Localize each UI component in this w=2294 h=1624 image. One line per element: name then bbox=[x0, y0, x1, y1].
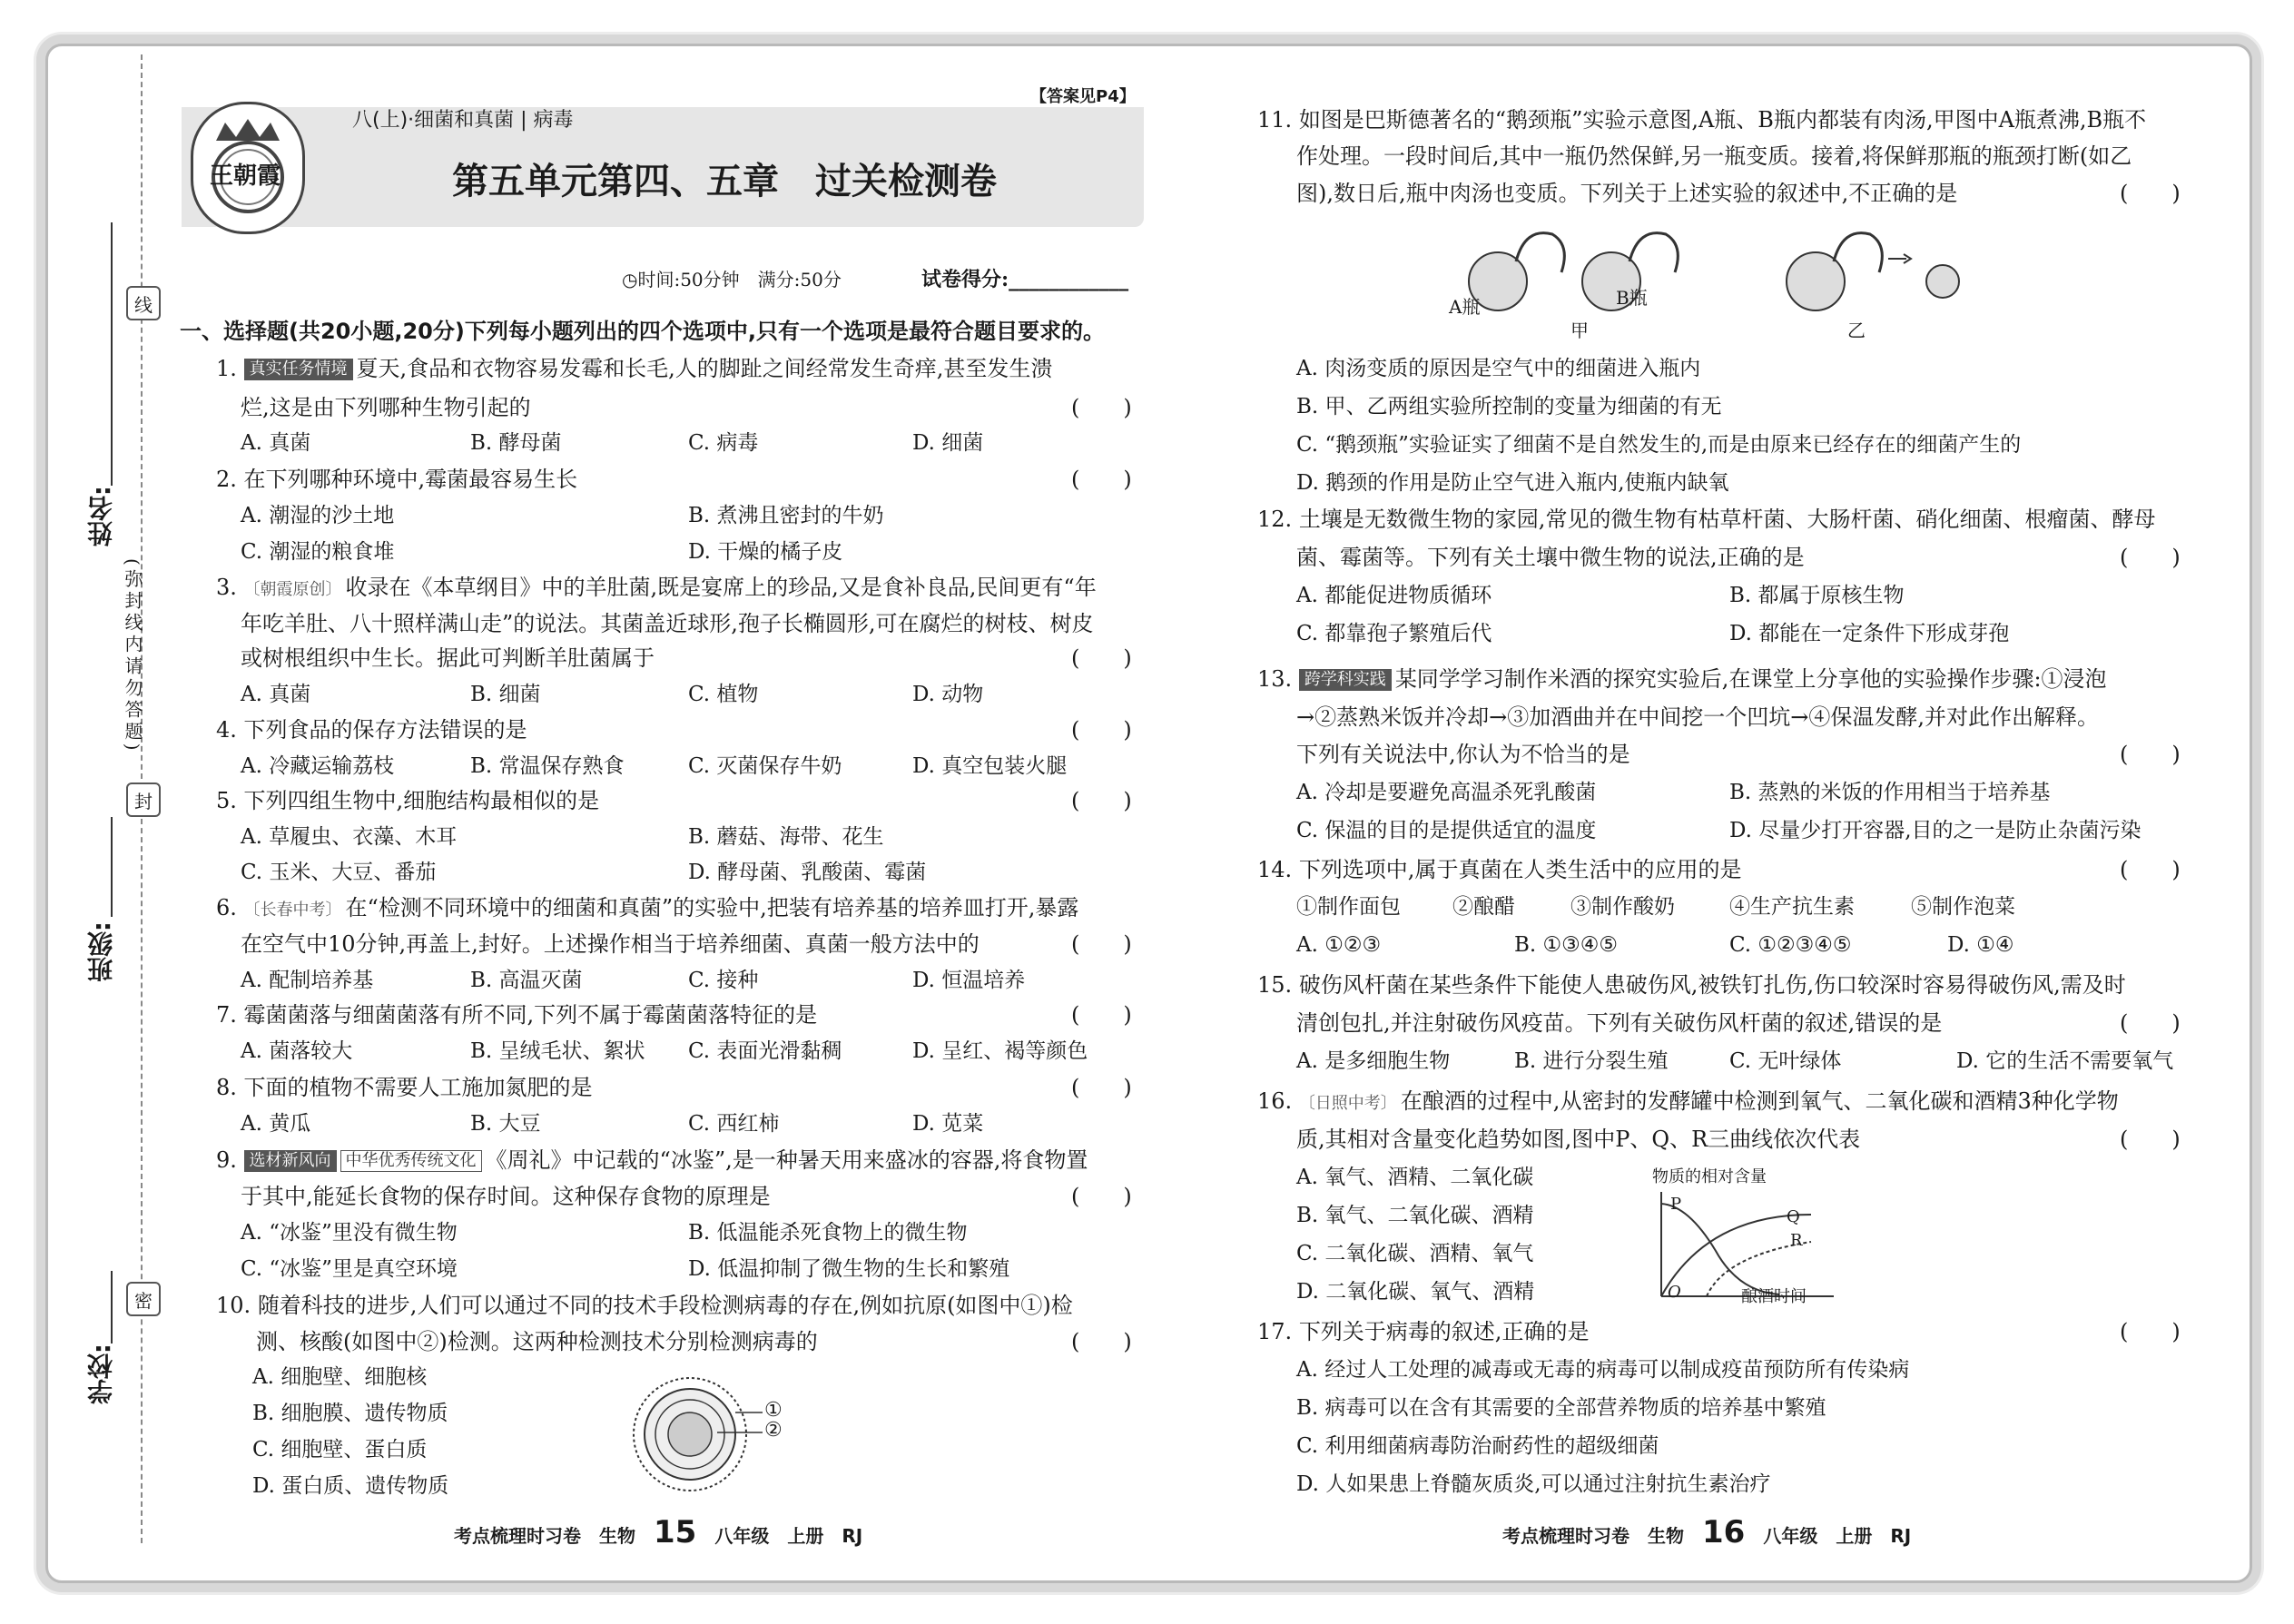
virus-label-2: ② bbox=[764, 1419, 783, 1442]
virus-figure bbox=[626, 1371, 826, 1498]
answer-bracket[interactable]: ( ) bbox=[1071, 1329, 1132, 1354]
q3-option-b[interactable]: B. 细菌 bbox=[470, 683, 541, 706]
footer-left: 考点梳理时习卷 生物 15 八年级 上册 RJ bbox=[454, 1514, 863, 1550]
publisher-logo bbox=[191, 102, 305, 234]
q13-option-c[interactable]: C. 保温的目的是提供适宜的温度 bbox=[1296, 819, 1597, 842]
swan-neck-flask-figure bbox=[1452, 218, 1961, 318]
q11-option-d[interactable]: D. 鹅颈的作用是防止空气进入瓶内,使瓶内缺氧 bbox=[1296, 471, 1729, 495]
q14-item: ④生产抗生素 bbox=[1729, 895, 1855, 919]
answer-bracket[interactable]: ( ) bbox=[1071, 1184, 1132, 1209]
q5-option-c[interactable]: C. 玉米、大豆、番茄 bbox=[241, 861, 437, 884]
q15-option-c[interactable]: C. 无叶绿体 bbox=[1729, 1049, 1842, 1073]
q2-option-b[interactable]: B. 煮沸且密封的牛奶 bbox=[688, 504, 884, 527]
question-13-line2: →②蒸熟米饭并冷却→③加酒曲并在中间挖一个凹坑→④保温发酵,并对此作出解释。 bbox=[1296, 704, 2099, 730]
answer-bracket[interactable]: ( ) bbox=[2120, 742, 2181, 767]
source-tag: 〔朝霞原创〕 bbox=[243, 580, 342, 599]
q10-option-a[interactable]: A. 细胞壁、细胞核 bbox=[252, 1365, 428, 1389]
q4-option-c[interactable]: C. 灭菌保存牛奶 bbox=[688, 754, 842, 778]
answer-bracket[interactable]: ( ) bbox=[2120, 1127, 2181, 1152]
flask-a-label: A瓶 bbox=[1449, 296, 1481, 318]
name-field-line[interactable] bbox=[111, 222, 113, 486]
source-tag: 〔日照中考〕 bbox=[1298, 1094, 1397, 1113]
page-title: 第五单元第四、五章 过关检测卷 bbox=[452, 161, 997, 202]
question-12: 12. 土壤是无数微生物的家园,常见的微生物有枯草杆菌、大肠杆菌、硝化细菌、根瘤菌、酵母 bbox=[1257, 507, 2156, 532]
q4-option-d[interactable]: D. 真空包装火腿 bbox=[912, 754, 1068, 778]
q13-option-d[interactable]: D. 尽量少打开容器,目的之一是防止杂菌污染 bbox=[1729, 819, 2141, 842]
answer-bracket[interactable]: ( ) bbox=[1071, 717, 1132, 743]
tag-label: 跨学科实践 bbox=[1299, 669, 1392, 691]
logo-text: 王朝霞 bbox=[210, 162, 281, 190]
q10-option-c[interactable]: C. 细胞壁、蛋白质 bbox=[252, 1438, 428, 1462]
question-5: 5. 下列四组生物中,细胞结构最相似的是 bbox=[216, 788, 600, 813]
question-11: 11. 如图是巴斯德著名的“鹅颈瓶”实验示意图,A瓶、B瓶内都装有肉汤,甲图中A瓶煮沸,B瓶不 bbox=[1257, 107, 2147, 133]
q6-option-d[interactable]: D. 恒温培养 bbox=[912, 969, 1026, 992]
tag-label: 中华优秀传统文化 bbox=[340, 1150, 482, 1172]
breadcrumb: 八(上)·细菌和真菌 | 病毒 bbox=[352, 109, 574, 132]
page-number: 16 bbox=[1702, 1514, 1746, 1550]
q11-option-a[interactable]: A. 肉汤变质的原因是空气中的细菌进入瓶内 bbox=[1296, 357, 1701, 380]
q7-option-a[interactable]: A. 菌落较大 bbox=[241, 1039, 353, 1063]
clock-icon: ◷ bbox=[622, 269, 638, 290]
q1-option-b[interactable]: B. 酵母菌 bbox=[470, 431, 562, 455]
answer-bracket[interactable]: ( ) bbox=[1071, 467, 1132, 492]
q14-item: ⑤制作泡菜 bbox=[1911, 895, 2015, 919]
graph-origin-label: O bbox=[1668, 1283, 1681, 1302]
school-label: 学校: bbox=[86, 1343, 116, 1405]
q16-option-c[interactable]: C. 二氧化碳、酒精、氧气 bbox=[1296, 1242, 1534, 1265]
question-11-line3: 图),数日后,瓶中肉汤也变质。下列关于上述实验的叙述中,不正确的是 bbox=[1296, 181, 1958, 206]
q5-option-a[interactable]: A. 草履虫、衣藻、木耳 bbox=[241, 825, 458, 849]
exam-info bbox=[622, 266, 842, 293]
q16-option-d[interactable]: D. 二氧化碳、氧气、酒精 bbox=[1296, 1280, 1535, 1304]
question-12-line2: 菌、霉菌等。下列有关土壤中微生物的说法,正确的是 bbox=[1296, 545, 1805, 570]
question-7: 7. 霉菌菌落与细菌菌落有所不同,下列不属于霉菌菌落特征的是 bbox=[216, 1002, 818, 1028]
q7-option-d[interactable]: D. 呈红、褐等颜色 bbox=[912, 1039, 1088, 1063]
graph-x-axis-label: 酿酒时间 bbox=[1741, 1287, 1807, 1306]
question-16: 16. 〔日照中考〕 在酿酒的过程中,从密封的发酵罐中检测到氧气、二氧化碳和酒精3种化学物 bbox=[1257, 1083, 2119, 1122]
q15-option-a[interactable]: A. 是多细胞生物 bbox=[1296, 1049, 1451, 1073]
footer-right: 考点梳理时习卷 生物 16 八年级 上册 RJ bbox=[1502, 1514, 1912, 1550]
curve-p-label: P bbox=[1670, 1195, 1682, 1214]
q12-option-b[interactable]: B. 都属于原核生物 bbox=[1729, 584, 1905, 607]
q17-option-a[interactable]: A. 经过人工处理的减毒或无毒的病毒可以制成疫苗预防所有传染病 bbox=[1296, 1358, 1910, 1382]
seal-seal-mark: 封 bbox=[126, 782, 161, 817]
q11-option-b[interactable]: B. 甲、乙两组实验所控制的变量为细菌的有无 bbox=[1296, 395, 1722, 418]
q15-option-d[interactable]: D. 它的生活不需要氧气 bbox=[1956, 1049, 2174, 1073]
question-3: 3. 〔朝霞原创〕 收录在《本草纲目》中的羊肚菌,既是宴席上的珍品,又是食补良品,民间更有“年 bbox=[216, 569, 1097, 608]
question-1-line2: 烂,这是由下列哪种生物引起的 bbox=[241, 395, 531, 420]
question-8: 8. 下面的植物不需要人工施加氮肥的是 bbox=[216, 1075, 593, 1100]
question-9-line2: 于其中,能延长食物的保存时间。这种保存食物的原理是 bbox=[241, 1184, 771, 1209]
seal-notice: (弥封线内请勿答题) bbox=[122, 558, 143, 754]
q6-option-c[interactable]: C. 接种 bbox=[688, 969, 759, 992]
source-tag: 〔长春中考〕 bbox=[243, 901, 342, 920]
q9-option-a[interactable]: A. “冰鉴”里没有微生物 bbox=[241, 1221, 458, 1245]
q8-option-c[interactable]: C. 西红柿 bbox=[688, 1112, 780, 1136]
q3-option-a[interactable]: A. 真菌 bbox=[241, 683, 311, 706]
question-2: 2. 在下列哪种环境中,霉菌最容易生长 bbox=[216, 467, 578, 492]
graph-y-axis-label: 物质的相对含量 bbox=[1652, 1167, 1767, 1186]
q3-option-c[interactable]: C. 植物 bbox=[688, 683, 759, 706]
q12-option-a[interactable]: A. 都能促进物质循环 bbox=[1296, 584, 1492, 607]
question-15-line2: 清创包扎,并注射破伤风疫苗。下列有关破伤风杆菌的叙述,错误的是 bbox=[1296, 1010, 1943, 1036]
q7-option-b[interactable]: B. 呈绒毛状、絮状 bbox=[470, 1039, 645, 1063]
answer-bracket[interactable]: ( ) bbox=[1071, 931, 1132, 957]
question-14: 14. 下列选项中,属于真菌在人类生活中的应用的是 bbox=[1257, 857, 1742, 882]
q14-item: ②酿醋 bbox=[1452, 895, 1515, 919]
q14-option-b[interactable]: B. ①③④⑤ bbox=[1514, 933, 1619, 957]
figure-yi-label: 乙 bbox=[1847, 320, 1866, 341]
answer-reference: 【答案见P4】 bbox=[1030, 87, 1136, 106]
q17-option-b[interactable]: B. 病毒可以在含有其需要的全部营养物质的培养基中繁殖 bbox=[1296, 1396, 1826, 1420]
q13-option-b[interactable]: B. 蒸熟的米饭的作用相当于培养基 bbox=[1729, 781, 2051, 804]
q9-option-c[interactable]: C. “冰鉴”里是真空环境 bbox=[241, 1257, 458, 1281]
q10-option-b[interactable]: B. 细胞膜、遗传物质 bbox=[252, 1402, 448, 1425]
q16-option-a[interactable]: A. 氧气、酒精、二氧化碳 bbox=[1296, 1166, 1534, 1189]
page-number: 15 bbox=[654, 1514, 697, 1550]
question-10: 10. 随着科技的进步,人们可以通过不同的技术手段检测病毒的存在,例如抗原(如图中①)检 bbox=[216, 1293, 1073, 1318]
question-10-line2: 测、核酸(如图中②)检测。这两种检测技术分别检测病毒的 bbox=[256, 1329, 818, 1354]
q15-option-b[interactable]: B. 进行分裂生殖 bbox=[1514, 1049, 1669, 1073]
q6-option-b[interactable]: B. 高温灭菌 bbox=[470, 969, 583, 992]
tag-label: 真实任务情境 bbox=[244, 359, 353, 380]
question-4: 4. 下列食品的保存方法错误的是 bbox=[216, 717, 527, 743]
answer-bracket[interactable]: ( ) bbox=[2120, 1319, 2181, 1344]
answer-bracket[interactable]: ( ) bbox=[2120, 181, 2181, 206]
q10-option-d[interactable]: D. 蛋白质、遗传物质 bbox=[252, 1474, 449, 1498]
q4-option-a[interactable]: A. 冷藏运输荔枝 bbox=[241, 754, 395, 778]
q3-option-d[interactable]: D. 动物 bbox=[912, 683, 984, 706]
answer-bracket[interactable]: ( ) bbox=[1071, 1002, 1132, 1028]
q7-option-c[interactable]: C. 表面光滑黏稠 bbox=[688, 1039, 842, 1063]
q4-option-b[interactable]: B. 常温保存熟食 bbox=[470, 754, 625, 778]
q5-option-d[interactable]: D. 酵母菌、乳酸菌、霉菌 bbox=[688, 861, 927, 884]
q2-option-a[interactable]: A. 潮湿的沙土地 bbox=[241, 504, 395, 527]
section-heading: 一、选择题(共20小题,20分)下列每小题列出的四个选项中,只有一个选项是最符合题目要求的。 bbox=[180, 319, 1105, 344]
answer-bracket[interactable]: ( ) bbox=[1071, 1075, 1132, 1100]
question-3-line3: 或树根组织中生长。据此可判断羊肚菌属于 bbox=[241, 645, 655, 671]
class-field-line[interactable] bbox=[111, 817, 113, 917]
q9-option-d[interactable]: D. 低温抑制了微生物的生长和繁殖 bbox=[688, 1257, 1010, 1281]
flask-b-label: B瓶 bbox=[1616, 287, 1648, 309]
q14-option-c[interactable]: C. ①②③④⑤ bbox=[1729, 933, 1852, 957]
q5-option-b[interactable]: B. 蘑菇、海带、花生 bbox=[688, 825, 884, 849]
question-16-line2: 质,其相对含量变化趋势如图,图中P、Q、R三曲线依次代表 bbox=[1296, 1127, 1861, 1152]
q11-option-c[interactable]: C. “鹅颈瓶”实验证实了细菌不是自然发生的,而是由原来已经存在的细菌产生的 bbox=[1296, 433, 2022, 457]
q14-item: ①制作面包 bbox=[1296, 895, 1401, 919]
seal-secret-mark: 密 bbox=[126, 1282, 161, 1316]
answer-bracket[interactable]: ( ) bbox=[2120, 857, 2181, 882]
q2-option-d[interactable]: D. 干燥的橘子皮 bbox=[688, 540, 843, 564]
q12-option-d[interactable]: D. 都能在一定条件下形成芽孢 bbox=[1729, 622, 2010, 645]
school-field-line[interactable] bbox=[111, 1271, 113, 1343]
question-17: 17. 下列关于病毒的叙述,正确的是 bbox=[1257, 1319, 1590, 1344]
q1-option-a[interactable]: A. 真菌 bbox=[241, 431, 311, 455]
q16-option-b[interactable]: B. 氧气、二氧化碳、酒精 bbox=[1296, 1204, 1534, 1227]
q17-option-c[interactable]: C. 利用细菌病毒防治耐药性的超级细菌 bbox=[1296, 1434, 1659, 1458]
q2-option-c[interactable]: C. 潮湿的粮食堆 bbox=[241, 540, 395, 564]
answer-bracket[interactable]: ( ) bbox=[1071, 788, 1132, 813]
q14-item: ③制作酸奶 bbox=[1570, 895, 1675, 919]
q13-option-a[interactable]: A. 冷却是要避免高温杀死乳酸菌 bbox=[1296, 781, 1597, 804]
question-11-line2: 作处理。一段时间后,其中一瓶仍然保鲜,另一瓶变质。接着,将保鲜那瓶的瓶颈打断(如乙 bbox=[1296, 143, 2132, 169]
question-1: 1. 真实任务情境 夏天,食品和衣物容易发霉和长毛,人的脚趾之间经常发生奇痒,甚至发生溃 bbox=[216, 356, 1053, 381]
question-3-line2: 年吃羊肚、八十照样满山走”的说法。其菌盖近球形,孢子长椭圆形,可在腐烂的树枝、树皮 bbox=[241, 611, 1094, 636]
seal-line-mark: 线 bbox=[126, 286, 161, 320]
q8-option-a[interactable]: A. 黄瓜 bbox=[241, 1112, 311, 1136]
tag-label: 选材新风向 bbox=[244, 1150, 337, 1172]
q8-option-b[interactable]: B. 大豆 bbox=[470, 1112, 541, 1136]
question-6-line2: 在空气中10分钟,再盖上,封好。上述操作相当于培养细菌、真菌一般方法中的 bbox=[241, 931, 980, 957]
question-13-line3: 下列有关说法中,你认为不恰当的是 bbox=[1296, 742, 1630, 767]
q9-option-b[interactable]: B. 低温能杀死食物上的微生物 bbox=[688, 1221, 968, 1245]
q1-option-c[interactable]: C. 病毒 bbox=[688, 431, 759, 455]
figure-jia-label: 甲 bbox=[1570, 320, 1589, 341]
q8-option-d[interactable]: D. 苋菜 bbox=[912, 1112, 984, 1136]
answer-bracket[interactable]: ( ) bbox=[2120, 1010, 2181, 1036]
q12-option-c[interactable]: C. 都靠孢子繁殖后代 bbox=[1296, 622, 1492, 645]
question-15: 15. 破伤风杆菌在某些条件下能使人患破伤风,被铁钉扎伤,伤口较深时容易得破伤风,需及时 bbox=[1257, 972, 2126, 998]
q6-option-a[interactable]: A. 配制培养基 bbox=[241, 969, 374, 992]
question-9: 9. 选材新风向 中华优秀传统文化 《周礼》中记载的“冰鉴”,是一种暑天用来盛冰的容器,将食物置 bbox=[216, 1147, 1088, 1173]
answer-bracket[interactable]: ( ) bbox=[1071, 395, 1132, 420]
virus-label-1: ① bbox=[764, 1399, 783, 1422]
class-label: 班级: bbox=[86, 921, 116, 983]
question-13: 13. 跨学科实践 某同学学习制作米酒的探究实验后,在课堂上分享他的实验操作步骤:①浸泡 bbox=[1257, 666, 2107, 692]
q1-option-d[interactable]: D. 细菌 bbox=[912, 431, 984, 455]
time-score-info: 时间:50分钟 满分:50分 bbox=[637, 269, 842, 290]
curve-r-label: R bbox=[1790, 1231, 1803, 1250]
curve-q-label: Q bbox=[1787, 1207, 1800, 1226]
name-label: 姓名: bbox=[86, 486, 116, 547]
question-6: 6. 〔长春中考〕 在“检测不同环境中的细菌和真菌”的实验中,把装有培养基的培养皿打开,暴露 bbox=[216, 890, 1078, 929]
q14-option-d[interactable]: D. ①④ bbox=[1947, 933, 2014, 957]
q14-option-a[interactable]: A. ①②③ bbox=[1296, 933, 1382, 957]
answer-bracket[interactable]: ( ) bbox=[1071, 645, 1132, 671]
answer-bracket[interactable]: ( ) bbox=[2120, 545, 2181, 570]
q17-option-d[interactable]: D. 人如果患上脊髓灰质炎,可以通过注射抗生素治疗 bbox=[1296, 1472, 1771, 1496]
score-field[interactable]: 试卷得分:____________ bbox=[921, 268, 1129, 291]
